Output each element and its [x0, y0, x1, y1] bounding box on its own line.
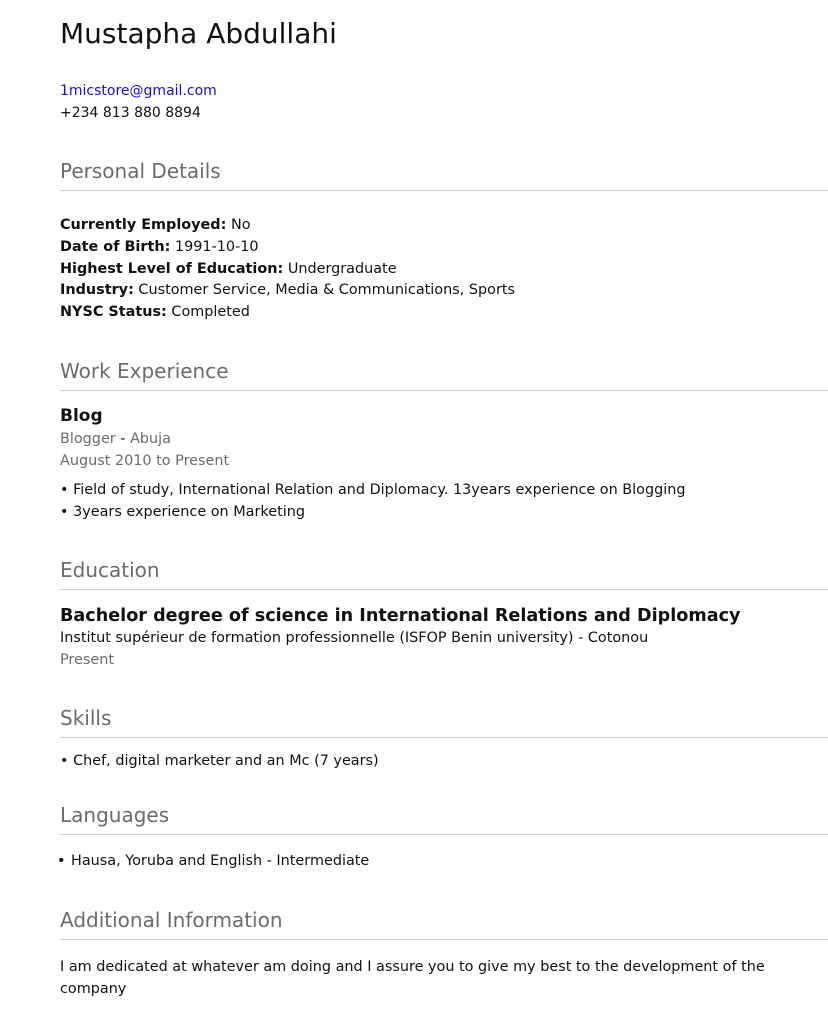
list-item — [60, 481, 686, 499]
section-title-work-experience: Work Experience — [60, 359, 229, 383]
skill-text: Chef, digital marketer and an Mc (7 years) — [73, 753, 379, 769]
section-divider — [60, 834, 828, 835]
detail-label: Highest Level of Education: — [60, 261, 284, 277]
section-divider — [60, 737, 828, 738]
section-title-additional-information: Additional Information — [60, 908, 283, 932]
detail-row-industry — [60, 281, 515, 299]
section-divider — [60, 589, 828, 590]
detail-value: Customer Service, Media & Communications, Sports — [138, 282, 516, 298]
detail-row-employment — [60, 216, 251, 234]
detail-row-dob — [60, 238, 259, 256]
detail-label: Currently Employed: — [60, 217, 227, 233]
section-divider — [60, 390, 828, 391]
phone-number: +234 813 880 8894 — [60, 105, 201, 121]
education-degree: Bachelor degree of science in International Relations and Diplomacy — [60, 606, 741, 626]
detail-label: Date of Birth: — [60, 239, 171, 255]
list-item — [60, 752, 379, 770]
job-dates: August 2010 to Present — [60, 453, 230, 469]
detail-value: No — [230, 217, 251, 233]
section-title-personal-details: Personal Details — [60, 159, 221, 183]
job-role: Blogger — [60, 431, 116, 447]
detail-row-education-level — [60, 260, 397, 278]
list-item — [60, 503, 305, 521]
email-link[interactable]: 1micstore@gmail.com — [60, 83, 217, 99]
detail-value: 1991-10-10 — [174, 239, 259, 255]
bullet-icon: • — [57, 853, 66, 869]
additional-information-text: I am dedicated at whatever am doing and I assure you to give my best to the development of the company — [60, 959, 765, 997]
bullet-icon: • — [60, 482, 74, 498]
education-school: Institut supérieur de formation professionnelle (ISFOP Benin university) - Cotonou — [60, 630, 649, 646]
list-item — [57, 852, 369, 870]
job-role-location — [60, 430, 171, 448]
detail-value: Completed — [171, 304, 250, 320]
section-title-skills: Skills — [60, 706, 112, 730]
language-text: Hausa, Yoruba and English - Intermediate — [71, 853, 370, 869]
job-company: Blog — [60, 406, 103, 426]
job-separator: - — [120, 431, 126, 447]
section-title-education: Education — [60, 558, 160, 582]
detail-label: NYSC Status: — [60, 304, 167, 320]
job-bullet-text: 3years experience on Marketing — [73, 504, 305, 520]
bullet-icon: • — [60, 504, 74, 520]
detail-row-nysc — [60, 303, 250, 321]
bullet-icon: • — [60, 753, 74, 769]
education-dates: Present — [60, 652, 114, 668]
detail-label: Industry: — [60, 282, 134, 298]
section-divider — [60, 939, 828, 940]
section-divider — [60, 190, 828, 191]
detail-value: Undergraduate — [287, 261, 397, 277]
candidate-name: Mustapha Abdullahi — [60, 17, 337, 50]
job-bullet-text: Field of study, International Relation and Diplomacy. 13years experience on Blogging — [73, 482, 686, 498]
section-title-languages: Languages — [60, 803, 170, 827]
job-location: Abuja — [130, 431, 171, 447]
